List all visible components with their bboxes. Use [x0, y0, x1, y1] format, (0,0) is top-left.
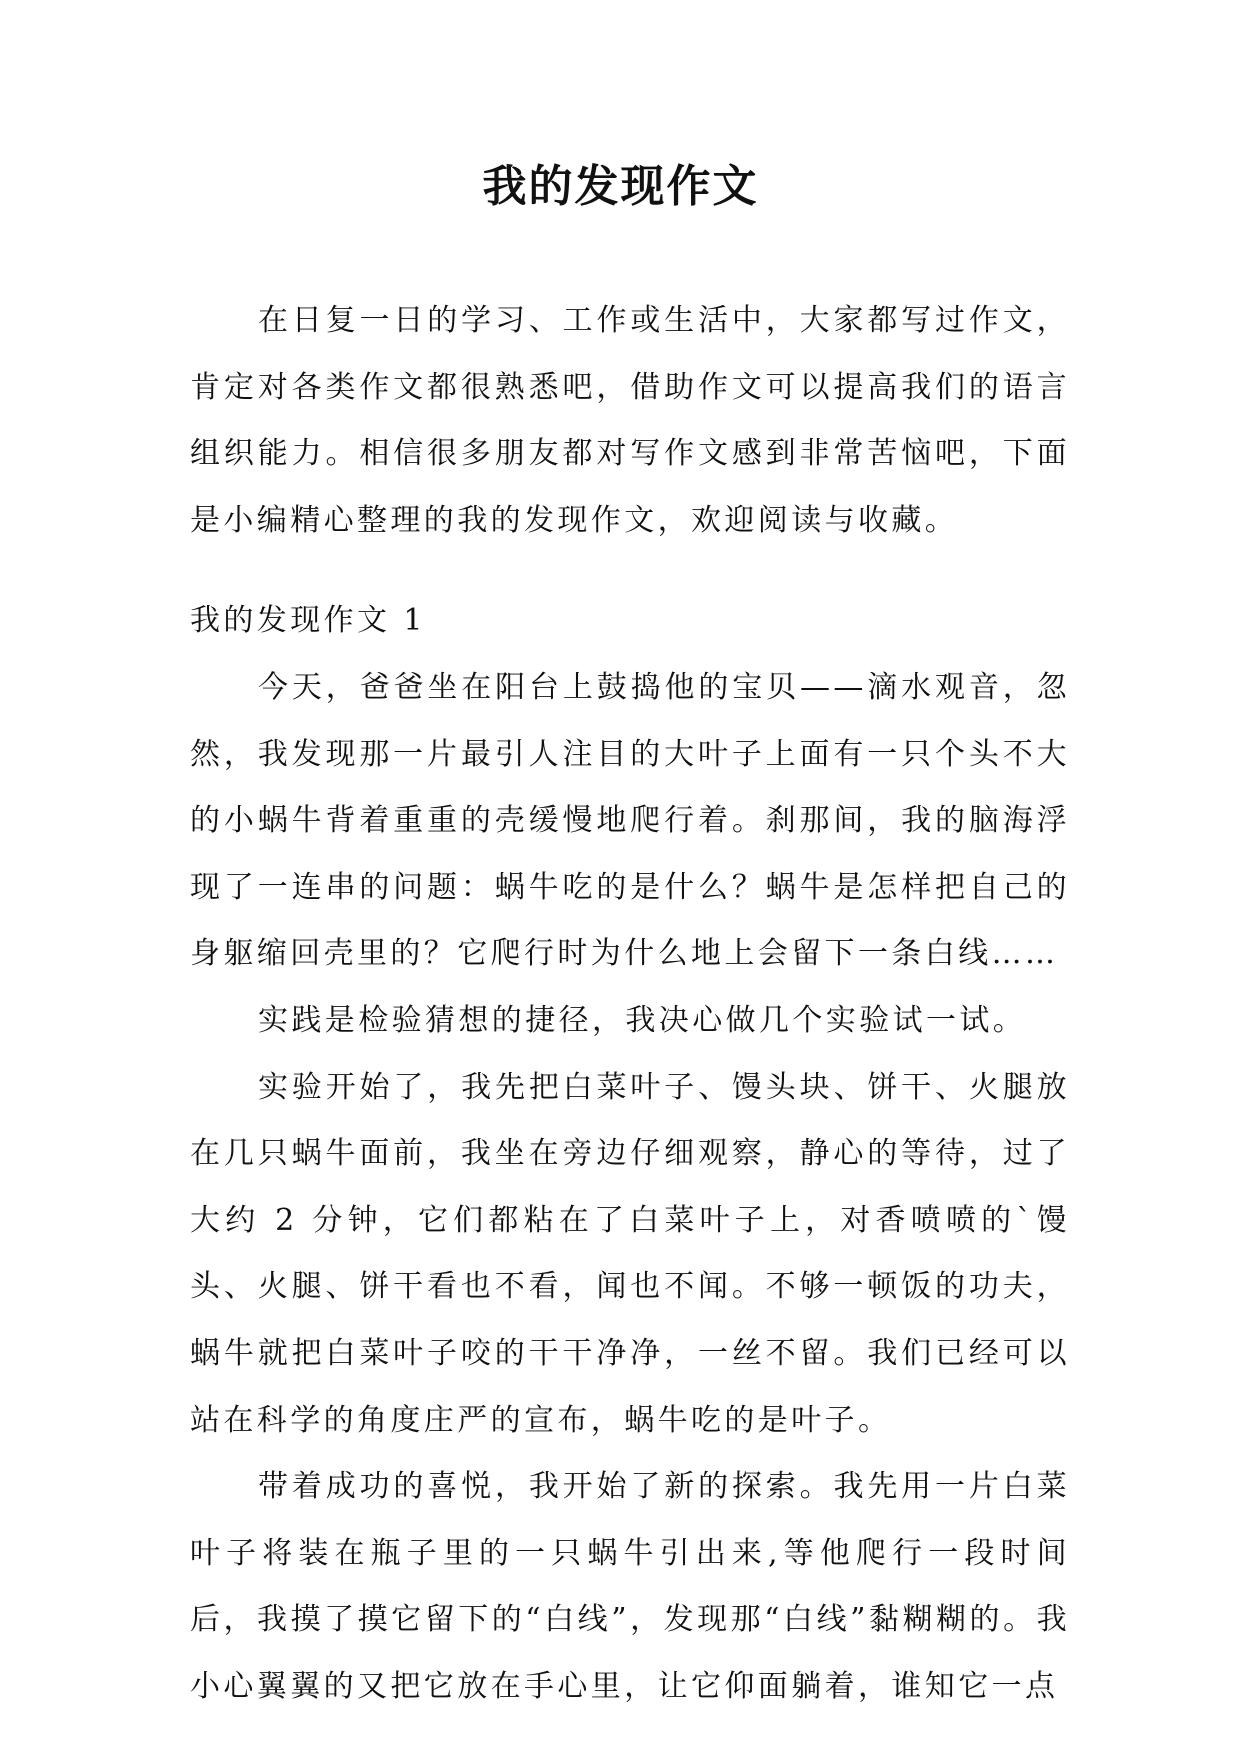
- intro-paragraph: 在日复一日的学习、工作或生活中，大家都写过作文，肯定对各类作文都很熟悉吧，借助作文可以提高我们的语言组织能力。相信很多朋友都对写作文感到非常苦恼吧，下面是小编精心整理的我的发现作文，欢迎阅读与收藏。: [190, 303, 1070, 538]
- body-paragraph-2: 实践是检验猜想的捷径，我决心做几个实验试一试。: [258, 1002, 1027, 1038]
- document-title: 我的发现作文: [482, 161, 759, 212]
- body-paragraph-1: 今天，爸爸坐在阳台上鼓捣他的宝贝——滴水观音，忽然，我发现那一片最引人注目的大叶子上面有一只个头不大的小蜗牛背着重重的壳缓慢地爬行着。刹那间，我的脑海浮现了一连串的问题：蜗牛吃的是什么？蜗牛是怎样把自己的身躯缩回壳里的？它爬行时为什么地上会留下一条白线……: [190, 669, 1070, 972]
- section-heading: 我的发现作文 1: [190, 603, 426, 639]
- document-body: [190, 288, 1070, 1720]
- body-paragraph-4: 带着成功的喜悦，我开始了新的探索。我先用一片白菜叶子将装在瓶子里的一只蜗牛引出来,等他爬行一段时间后，我摸了摸它留下的“白线”，发现那“白线”黏糊糊的。我小心翼翼的又把它放在手心里，让它仰面躺着，谁知它一点: [190, 1469, 1070, 1704]
- body-paragraph-3: 实验开始了，我先把白菜叶子、馒头块、饼干、火腿放在几只蜗牛面前，我坐在旁边仔细观察，静心的等待，过了大约 2 分钟，它们都粘在了白菜叶子上，对香喷喷的`馒头、火腿、饼干看也不看，闻也不闻。不够一顿饭的功夫，蜗牛就把白菜叶子咬的干干净净，一丝不留。我们已经可以站在科学的角度庄严的宣布，蜗牛吃的是叶子。: [190, 1069, 1070, 1438]
